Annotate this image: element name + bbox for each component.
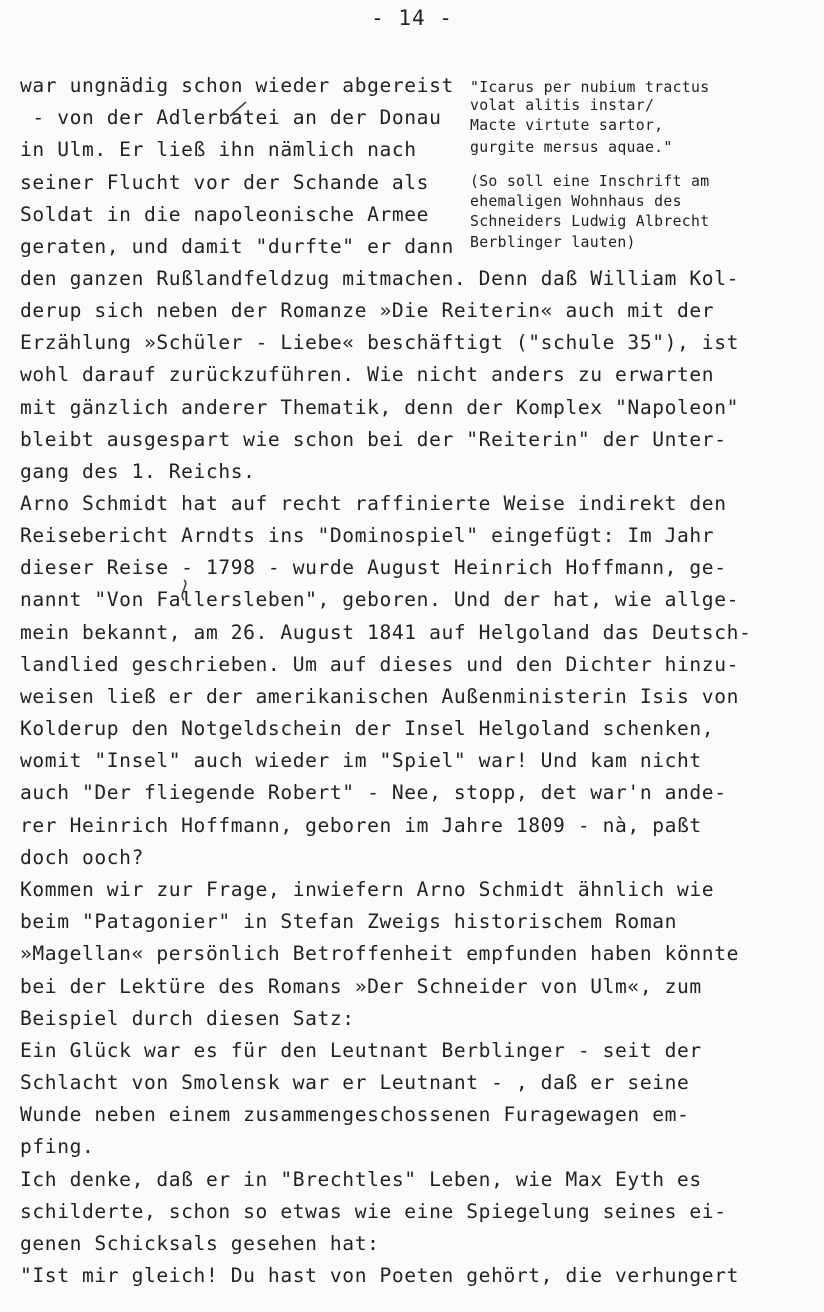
body-line: mein bekannt, am 26. August 1841 auf Helgoland das Deutsch- — [20, 621, 752, 644]
body-line: genen Schicksals gesehen hat: — [20, 1232, 380, 1255]
body-line: Beispiel durch diesen Satz: — [20, 1007, 355, 1030]
body-line: Schlacht von Smolensk war er Leutnant - , daß er seine — [20, 1071, 690, 1094]
quote-line: volat alitis instar/ — [470, 97, 655, 114]
page-number: - 14 - — [371, 6, 453, 30]
body-line: wohl darauf zurückzuführen. Wie nicht anders zu erwarten — [20, 363, 715, 386]
body-line: bleibt ausgespart wie schon bei der "Reiterin" der Unter- — [20, 428, 727, 451]
note-line: Schneiders Ludwig Albrecht — [470, 213, 710, 230]
quote-line: "Icarus per nubium tractus — [470, 79, 710, 96]
body-line: mit gänzlich anderer Thematik, denn der Komplex "Napoleon" — [20, 396, 739, 419]
note-line: ehemaligen Wohnhaus des — [470, 193, 682, 210]
body-line: in Ulm. Er ließ ihn nämlich nach — [20, 138, 417, 161]
body-line: »Magellan« persönlich Betroffenheit empfunden haben könnte — [20, 942, 739, 965]
body-line: Wunde neben einem zusammengeschossenen Furagewagen em- — [20, 1103, 690, 1126]
note-line: Berblinger lauten) — [470, 234, 636, 251]
body-line: den ganzen Rußlandfeldzug mitmachen. Denn daß William Kol- — [20, 267, 739, 290]
body-line: nannt "Von Fallersleben", geboren. Und der hat, wie allge- — [20, 588, 739, 611]
body-line: rer Heinrich Hoffmann, geboren im Jahre 1809 - nà, paßt — [20, 814, 702, 837]
body-line: beim "Patagonier" in Stefan Zweigs historischem Roman — [20, 910, 678, 933]
body-line: seiner Flucht vor der Schande als — [20, 171, 430, 194]
note-line: (So soll eine Inschrift am — [470, 173, 710, 190]
quote-line: Macte virtute sartor, — [470, 117, 664, 134]
body-line: Reisebericht Arndts ins "Dominospiel" eingefügt: Im Jahr — [20, 524, 715, 547]
body-line: Ein Glück war es für den Leutnant Berblinger - seit der — [20, 1039, 702, 1062]
body-line: Erzählung »Schüler - Liebe« beschäftigt ("schule 35"), ist — [20, 331, 739, 354]
pen-correction-mark — [226, 98, 252, 120]
body-line: Kommen wir zur Frage, inwiefern Arno Schmidt ähnlich wie — [20, 878, 715, 901]
body-line: schilderte, schon so etwas wie eine Spiegelung seines ei- — [20, 1200, 727, 1223]
body-line: derup sich neben der Romanze »Die Reiterin« auch mit der — [20, 299, 715, 322]
body-line: pfing. — [20, 1135, 95, 1158]
body-line: geraten, und damit "durfte" er dann — [20, 235, 454, 258]
body-line: "Ist mir gleich! Du hast von Poeten gehört, die verhungert — [20, 1264, 739, 1287]
body-line: war ungnädig schon wieder abgereist — [20, 74, 454, 97]
body-line: bei der Lektüre des Romans »Der Schneider von Ulm«, zum — [20, 975, 702, 998]
body-line: Soldat in die napoleonische Armee — [20, 203, 430, 226]
body-line: gang des 1. Reichs. — [20, 460, 256, 483]
body-line: landlied geschrieben. Um auf dieses und den Dichter hinzu- — [20, 653, 739, 676]
body-line: Ich denke, daß er in "Brechtles" Leben, wie Max Eyth es — [20, 1168, 702, 1191]
body-line: dieser Reise - 1798 - wurde August Heinrich Hoffmann, ge- — [20, 556, 727, 579]
body-line: weisen ließ er der amerikanischen Außenministerin Isis von — [20, 685, 739, 708]
body-line: Arno Schmidt hat auf recht raffinierte Weise indirekt den — [20, 492, 727, 515]
body-line: doch ooch? — [20, 846, 144, 869]
body-line: womit "Insel" auch wieder im "Spiel" war! Und kam nicht — [20, 749, 702, 772]
body-line: - von der Adlerbatei an der Donau — [20, 106, 442, 129]
body-line: auch "Der fliegende Robert" - Nee, stopp, det war'n ande- — [20, 781, 727, 804]
body-line: Kolderup den Notgeldschein der Insel Helgoland schenken, — [20, 717, 715, 740]
pen-correction-mark — [174, 578, 194, 604]
quote-line: gurgite mersus aquae." — [470, 139, 673, 156]
